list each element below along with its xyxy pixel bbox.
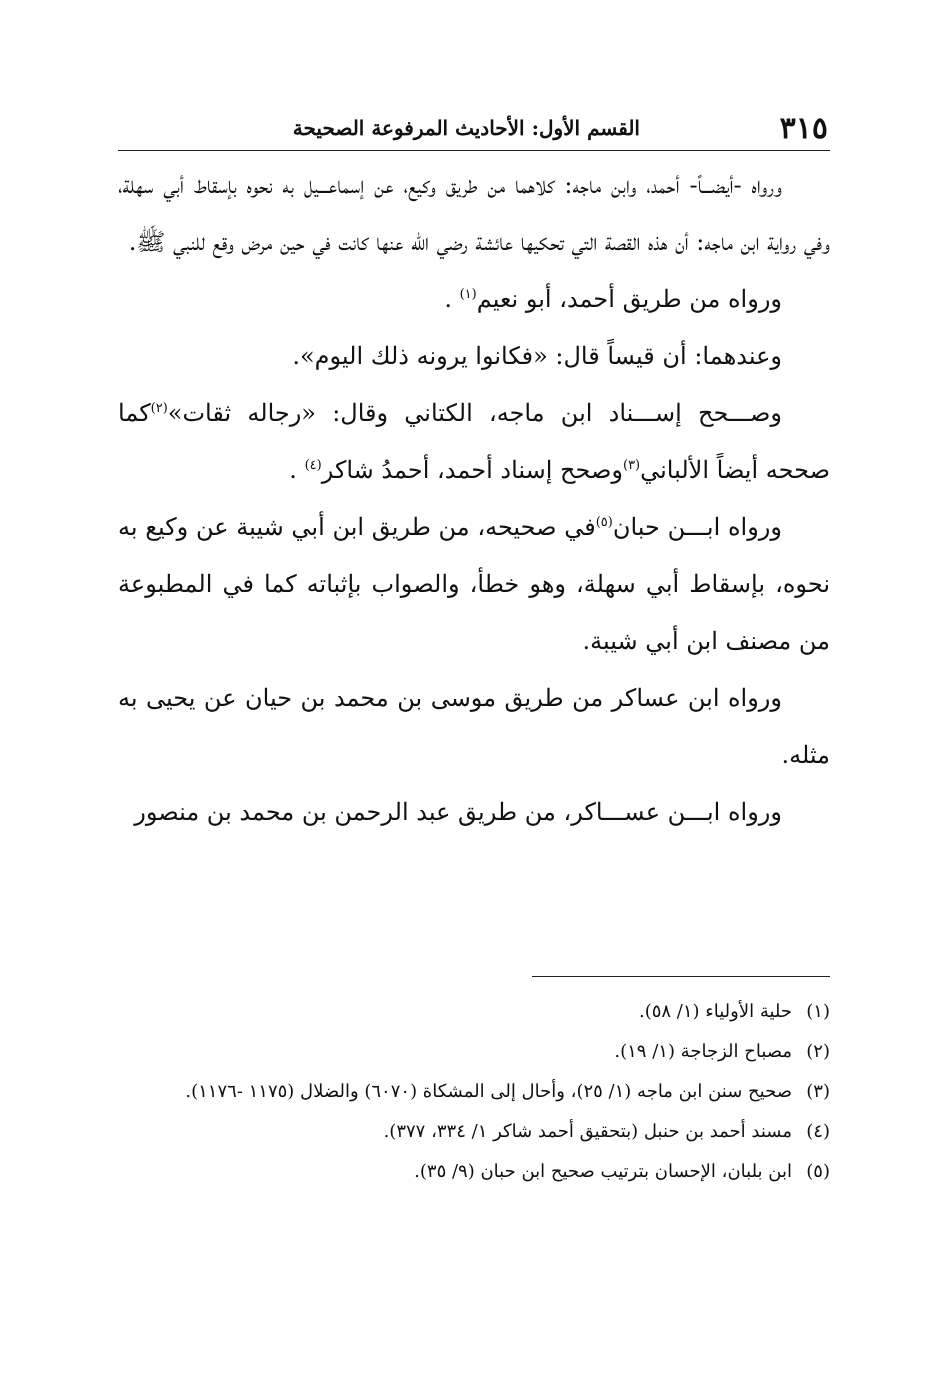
paragraph-5: [118, 499, 830, 670]
paragraph-7: ورواه ابـــن عســـاكر، من طريق عبد الرحمن بن محمد بن منصور: [134, 798, 782, 826]
book-page: [118, 108, 830, 1182]
paragraph-5-part-b: في صحيحه، من طريق ابن أبي شيبة عن وكيع به نحوه، بإسقاط أبي سهلة، وهو خطأ، والصواب بإثباته كما في المطبوعة من مصنف ابن أبي شيبة.: [118, 513, 830, 655]
page-header: [118, 108, 830, 151]
footnote-1: [118, 992, 830, 1032]
footnote-number: (٤): [806, 1121, 830, 1142]
footnote-ref-3: (٣): [622, 458, 641, 473]
footnote-text: صحيح سنن ابن ماجه (١/ ٢٥)، وأحال إلى المشكاة (٦٠٧٠) والضلال (١١٧٥ -١١٧٦).: [185, 1081, 792, 1102]
footnote-text: مصباح الزجاجة (١/ ١٩).: [614, 1041, 792, 1062]
paragraph-4-end: .: [289, 456, 297, 484]
footnote-text: مسند أحمد بن حنبل (بتحقيق أحمد شاكر ١/ ٣٣٤، ٣٧٧).: [383, 1121, 792, 1142]
footnote-4: [118, 1112, 830, 1152]
paragraph-5-part-a: ورواه ابـــن حبان: [612, 513, 782, 541]
footnote-ref-1: (١): [459, 287, 477, 302]
footnote-number: (٣): [806, 1081, 830, 1102]
main-text: [118, 157, 830, 841]
footnote-ref-4: (٤): [304, 458, 322, 473]
paragraph-3: وعندهما: أن قيساً قال: «فكانوا يرونه ذلك اليوم».: [292, 342, 782, 370]
paragraph-6: ورواه ابن عساكر من طريق موسى بن محمد بن حيان عن يحيى به مثله.: [118, 684, 830, 769]
footnote-number: (٢): [806, 1041, 830, 1062]
paragraph-2: [118, 271, 830, 328]
footnote-2: [118, 1032, 830, 1072]
footnotes: [118, 992, 830, 1192]
page-number: ٣١٥: [779, 111, 828, 146]
footnote-number: (١): [806, 1001, 830, 1022]
running-title: القسم الأول: الأحاديث المرفوعة الصحيحة: [292, 116, 640, 140]
paragraph-1: ورواه -أيضـــاً- أحمد، وابن ماجه: كلاهما من طريق وكيع، عن إسماعـــيل به نحوه بإسقاط أبي سهلة، وفي رواية ابن ماجه: أن هذه القصة التي تحكيها عائشة رضي الله عنها كانت في حين مرض وقع للنبي ﷺ.: [118, 171, 830, 256]
paragraph-4-part-a: وصـــحح إســـناد ابن ماجه، الكتاني وقال: «رجاله ثقات»: [167, 399, 782, 427]
paragraph-2-text: ورواه من طريق أحمد، أبو نعيم: [476, 285, 782, 313]
footnote-text: ابن بلبان، الإحسان بترتيب صحيح ابن حبان (٩/ ٣٥).: [414, 1161, 792, 1182]
paragraph-4-part-c: وصحح إسناد أحمد، أحمدُ شاكر: [321, 456, 623, 484]
paragraph-2-end: .: [444, 285, 452, 313]
footnote-separator: [532, 976, 830, 977]
footnote-3: [118, 1072, 830, 1112]
footnote-text: حلية الأولياء (١/ ٥٨).: [638, 1001, 792, 1022]
footnote-ref-2: (٢): [150, 401, 168, 416]
paragraph-4-part-b: كما صححه أيضاً الألباني: [118, 399, 830, 484]
paragraph-4: [118, 385, 830, 499]
footnote-number: (٥): [806, 1161, 830, 1182]
footnote-5: [118, 1152, 830, 1192]
footnote-ref-5: (٥): [595, 515, 613, 530]
